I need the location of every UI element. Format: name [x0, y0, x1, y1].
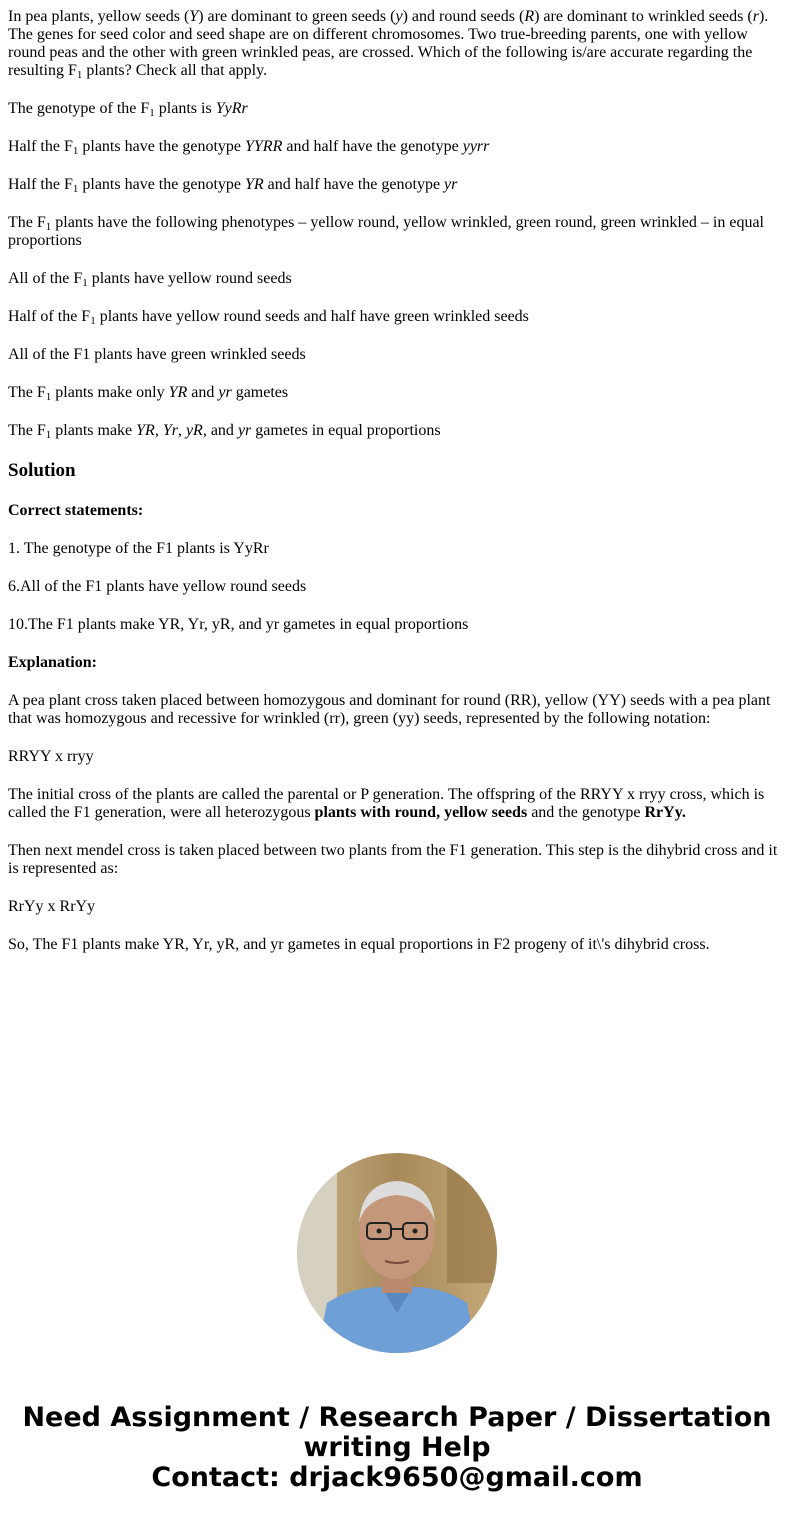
explanation-paragraph-2	[8, 786, 786, 822]
cross-notation-1: RRYY x rryy	[8, 748, 94, 765]
gamete: yr	[237, 422, 252, 439]
subscript: 1	[90, 315, 96, 327]
question-part: ) are dominant to green seeds (	[198, 8, 396, 25]
subscript: 1	[45, 391, 52, 403]
option-text: plants have the genotype	[78, 176, 245, 193]
subscript: 1	[45, 221, 52, 233]
question-part: ) are dominant to wrinkled seeds (	[534, 8, 753, 25]
solution-heading: Solution	[8, 460, 76, 481]
option-text: Half the F	[8, 176, 73, 193]
option-text: ,	[177, 422, 186, 439]
explanation-heading: Explanation:	[8, 654, 97, 671]
option-text: The F	[8, 422, 46, 439]
option-7	[8, 346, 786, 364]
question-text	[8, 8, 786, 80]
emphasis-text: plants with round, yellow seeds	[314, 804, 528, 821]
gamete: yR	[185, 422, 203, 439]
option-2	[8, 138, 786, 156]
option-text: plants is	[154, 100, 216, 117]
question-part: ). The genes for seed color and seed shape are on different chromosomes. Two true-breeding parents, one with yellow round peas and the other with green wrinkled peas, are crossed. Which of the following is/are accurate regarding the resulting F	[8, 8, 769, 79]
banner-contact-email[interactable]: Contact: drjack9650@gmail.com	[151, 1462, 643, 1493]
paragraph-text: and the genotype	[527, 804, 645, 821]
subscript: 1	[76, 69, 83, 81]
option-text: Half the F	[8, 138, 73, 155]
option-text: plants have the genotype	[78, 138, 245, 155]
banner-line-1: Need Assignment / Research Paper / Dissertation	[22, 1402, 772, 1433]
genotype: YYRR	[245, 138, 283, 155]
explanation-paragraph-1: A pea plant cross taken placed between homozygous and dominant for round (RR), yellow (YY) seeds with a pea plant that was homozygous and recessive for wrinkled (rr), green (yy) seeds, represented by the following notation:	[8, 692, 771, 727]
option-text: plants make only	[51, 384, 169, 401]
correct-statement-1: 1. The genotype of the F1 plants is YyRr	[8, 540, 269, 557]
gamete: YR	[136, 422, 155, 439]
paragraph-text: The initial cross of the plants are called the parental or P generation. The offspring of the RRYY x rryy cross, which is called the F1 generation, were all heterozygous	[8, 786, 765, 821]
option-4	[8, 214, 786, 250]
option-text: and half have the genotype	[263, 176, 445, 193]
contact-banner	[0, 1403, 794, 1493]
option-text: The F	[8, 214, 46, 231]
subscript: 1	[72, 183, 79, 195]
option-text: and	[187, 384, 219, 401]
allele-symbol: R	[524, 8, 535, 25]
explanation-paragraph-3: Then next mendel cross is taken placed between two plants from the F1 generation. This step is the dihybrid cross and it is represented as:	[8, 842, 778, 877]
option-5	[8, 270, 786, 288]
genotype: yyrr	[462, 138, 490, 155]
option-text: , and	[202, 422, 238, 439]
question-part: In pea plants, yellow seeds (	[8, 8, 190, 25]
question-part: plants? Check all that apply.	[82, 62, 268, 79]
option-text: Half of the F	[8, 308, 91, 325]
cross-notation-2: RrYy x RrYy	[8, 898, 96, 915]
correct-statements-heading: Correct statements:	[8, 502, 144, 519]
genotype: yr	[444, 176, 458, 193]
author-photo	[297, 1153, 497, 1353]
option-text: The genotype of the F	[8, 100, 150, 117]
option-text: All of the F1 plants have green wrinkled seeds	[8, 346, 306, 363]
option-text: gametes	[231, 384, 289, 401]
option-9	[8, 422, 786, 440]
option-text: The F	[8, 384, 46, 401]
explanation-paragraph-4: So, The F1 plants make YR, Yr, yR, and yr gametes in equal proportions in F2 progeny of it\'s dihybrid cross.	[8, 936, 710, 953]
correct-statement-6: 6.All of the F1 plants have yellow round seeds	[8, 578, 307, 595]
portrait-image	[297, 1153, 497, 1353]
gamete: YR	[168, 384, 188, 401]
subscript: 1	[45, 429, 52, 441]
banner-line-2: writing Help	[303, 1432, 491, 1463]
genotype: YR	[245, 176, 264, 193]
option-text: ,	[154, 422, 163, 439]
option-text: plants have yellow round seeds	[87, 270, 292, 287]
emphasis-text: RrYy.	[644, 804, 686, 821]
gamete: Yr	[162, 422, 178, 439]
genotype: YyRr	[215, 100, 248, 117]
option-1	[8, 100, 786, 118]
option-text: plants have yellow round seeds and half have green wrinkled seeds	[95, 308, 529, 325]
option-text: plants make	[51, 422, 137, 439]
allele-symbol: Y	[189, 8, 199, 25]
gamete: yr	[218, 384, 232, 401]
option-8	[8, 384, 786, 402]
option-text: gametes in equal proportions	[251, 422, 441, 439]
option-text: and half have the genotype	[282, 138, 463, 155]
correct-statement-10: 10.The F1 plants make YR, Yr, yR, and yr gametes in equal proportions	[8, 616, 469, 633]
subscript: 1	[82, 277, 88, 289]
question-part: ) and round seeds (	[402, 8, 525, 25]
option-text: All of the F	[8, 270, 83, 287]
document-content	[8, 8, 786, 974]
option-text: plants have the following phenotypes – yellow round, yellow wrinkled, green round, green wrinkled – in equal proportions	[8, 214, 764, 249]
subscript: 1	[72, 145, 79, 157]
option-6	[8, 308, 786, 326]
option-3	[8, 176, 786, 194]
allele-symbol: r	[752, 8, 759, 25]
subscript: 1	[149, 107, 155, 119]
allele-symbol: y	[395, 8, 403, 25]
